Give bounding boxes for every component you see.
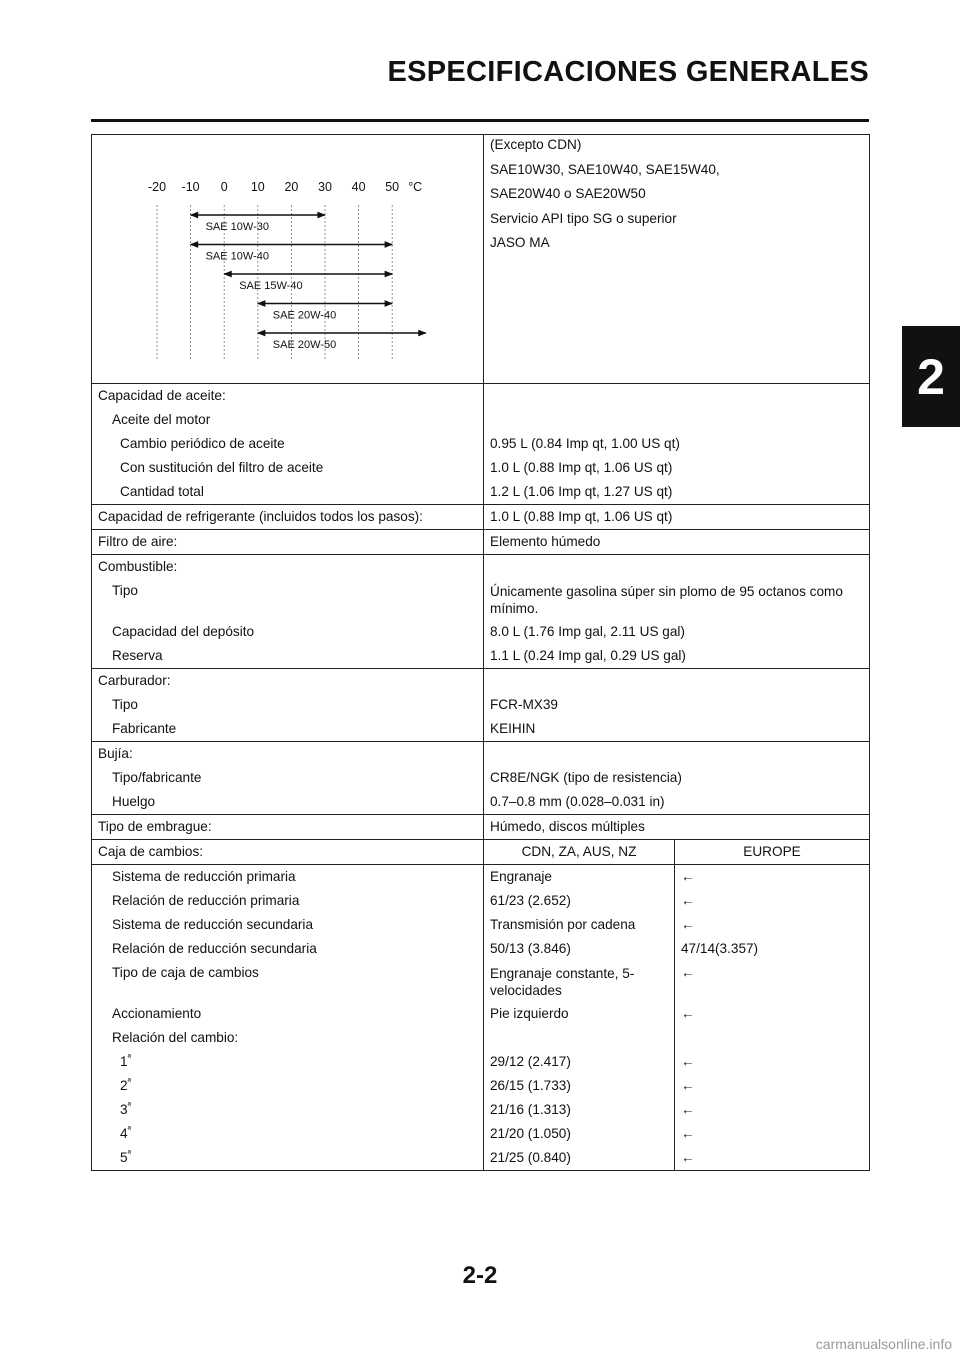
oil-chart-cell [92,135,484,384]
row-label: Tipo/fabricante [92,766,484,790]
ditto-arrow: ← [675,1050,870,1074]
row-value: Engranaje constante, 5-velocidades [484,961,675,1002]
row-value: 61/23 (2.652) [484,889,675,913]
table-row [92,961,870,1002]
ditto-arrow: ← [675,1098,870,1122]
row-label: Cantidad total [92,480,484,505]
ditto-arrow: ← [675,913,870,937]
ditto-arrow: ← [675,889,870,913]
table-row [92,889,870,913]
table-row [92,913,870,937]
temperature-tick-label: -10 [181,180,200,194]
temperature-tick-label: 0 [220,180,228,194]
row-value: FCR-MX39 [484,693,870,717]
table-row [92,1146,870,1171]
row-value: 29/12 (2.417) [484,1050,675,1074]
row-value: 26/15 (1.733) [484,1074,675,1098]
table-row [92,790,870,815]
table-row [92,555,870,580]
chapter-tab[interactable]: 2 [902,326,960,427]
row-value: 21/25 (0.840) [484,1146,675,1171]
table-row [92,1122,870,1146]
table-row [92,620,870,644]
table-row [92,644,870,669]
table-row [92,865,870,890]
table-row [92,456,870,480]
oil-viscosity-chart [92,135,484,375]
row-value: Engranaje [484,865,675,890]
row-value: 50/13 (3.846) [484,937,675,961]
row-label: Relación de reducción primaria [92,889,484,913]
ditto-arrow: ← [675,1002,870,1026]
oil-spec-line: Servicio API tipo SG o superior [490,210,677,226]
table-row [92,669,870,694]
row-label: Cambio periódico de aceite [92,432,484,456]
spec-table [91,134,870,1171]
section-heading: Capacidad de aceite: [92,384,484,409]
gear-label: $4^ª$ [92,1122,484,1146]
table-row [92,742,870,767]
temperature-unit-label: °C [408,180,423,194]
table-row [92,766,870,790]
row-label: Aceite del motor [92,408,484,432]
row-value: 21/20 (1.050) [484,1122,675,1146]
ditto-arrow: ← [675,865,870,890]
gear-label: $5^ª$ [92,1146,484,1171]
page-title: ESPECIFICACIONES GENERALES [387,56,869,88]
temperature-tick-label: 50 [385,180,400,194]
grade-label: SAE 20W-50 [272,339,337,351]
row-label: Capacidad de refrigerante (incluidos todos los pasos): [92,505,484,530]
oil-spec-line: SAE10W30, SAE10W40, SAE15W40, [490,161,720,177]
section-heading: Carburador: [92,669,484,694]
row-label: Tipo de caja de cambios [92,961,484,1002]
temperature-tick-label: 30 [318,180,332,194]
row-label: Con sustitución del filtro de aceite [92,456,484,480]
row-value: KEIHIN [484,717,870,742]
row-label: Fabricante [92,717,484,742]
row-label: Sistema de reducción primaria [92,865,484,890]
row-label: Relación del cambio: [92,1026,484,1050]
row-label: Reserva [92,644,484,669]
row-label: Sistema de reducción secundaria [92,913,484,937]
table-row [92,1050,870,1074]
grade-label: SAE 10W-40 [205,250,269,263]
gear-label: $2^ª$ [92,1074,484,1098]
table-row [92,579,870,620]
table-row [92,384,870,409]
title-rule [91,119,869,122]
section-heading: Caja de cambios: [92,840,484,865]
row-label: Tipo de embrague: [92,815,484,840]
row-value: Elemento húmedo [484,530,870,555]
row-value: 47/14(3.357) [675,937,870,961]
column-header: EUROPE [675,840,870,865]
row-value: 1.1 L (0.24 Imp gal, 0.29 US gal) [484,644,870,669]
watermark[interactable]: carmanualsonline.info [815,1336,952,1352]
grade-label: SAE 10W-30 [205,221,269,233]
row-value: Pie izquierdo [484,1002,675,1026]
table-row [92,408,870,432]
ditto-arrow: ← [675,1074,870,1098]
gear-label: $3^ª$ [92,1098,484,1122]
ditto-arrow: ← [675,1146,870,1171]
temperature-tick-label: 10 [250,180,265,194]
row-value: 21/16 (1.313) [484,1098,675,1122]
row-value: 1.0 L (0.88 Imp qt, 1.06 US qt) [484,456,870,480]
row-value: 1.0 L (0.88 Imp qt, 1.06 US qt) [484,505,870,530]
ditto-arrow: ← [675,1122,870,1146]
table-row [92,1098,870,1122]
column-header: CDN, ZA, AUS, NZ [484,840,675,865]
gear-label: $1^ª$ [92,1050,484,1074]
row-value: CR8E/NGK (tipo de resistencia) [484,766,870,790]
temperature-tick-label: 20 [284,180,299,194]
table-row [92,840,870,865]
oil-spec-cell [484,135,870,384]
table-row [92,530,870,555]
table-row [92,937,870,961]
row-label: Capacidad del depósito [92,620,484,644]
row-value: 0.7–0.8 mm (0.028–0.031 in) [484,790,870,815]
row-value: Transmisión por cadena [484,913,675,937]
table-row [92,717,870,742]
oil-spec-line: (Excepto CDN) [490,137,582,152]
temperature-tick-label: -20 [147,180,167,194]
row-label: Relación de reducción secundaria [92,937,484,961]
page-number: 2-2 [462,1262,498,1289]
oil-spec-line: JASO MA [490,235,550,250]
table-row [92,1074,870,1098]
row-value: 1.2 L (1.06 Imp qt, 1.27 US qt) [484,480,870,505]
row-label: Tipo [92,693,484,717]
table-row [92,693,870,717]
temperature-tick-label: 40 [351,180,366,194]
table-row [92,432,870,456]
row-value: 8.0 L (1.76 Imp gal, 2.11 US gal) [484,620,870,644]
table-row [92,480,870,505]
row-value: Húmedo, discos múltiples [484,815,870,840]
table-row [92,815,870,840]
section-heading: Bujía: [92,742,484,767]
row-label: Filtro de aire: [92,530,484,555]
table-row [92,1002,870,1026]
row-value: Únicamente gasolina súper sin plomo de 95 octanos como mínimo. [484,579,870,620]
oil-spec-line: SAE20W40 o SAE20W50 [490,186,646,201]
row-label: Huelgo [92,790,484,815]
grade-label: SAE 15W-40 [239,280,303,292]
row-value: 0.95 L (0.84 Imp qt, 1.00 US qt) [484,432,870,456]
table-row [92,135,870,384]
row-label: Accionamiento [92,1002,484,1026]
ditto-arrow: ← [675,961,870,1002]
row-label: Tipo [92,579,484,620]
section-heading: Combustible: [92,555,484,580]
table-row [92,505,870,530]
table-row [92,1026,870,1050]
grade-label: SAE 20W-40 [272,309,337,322]
